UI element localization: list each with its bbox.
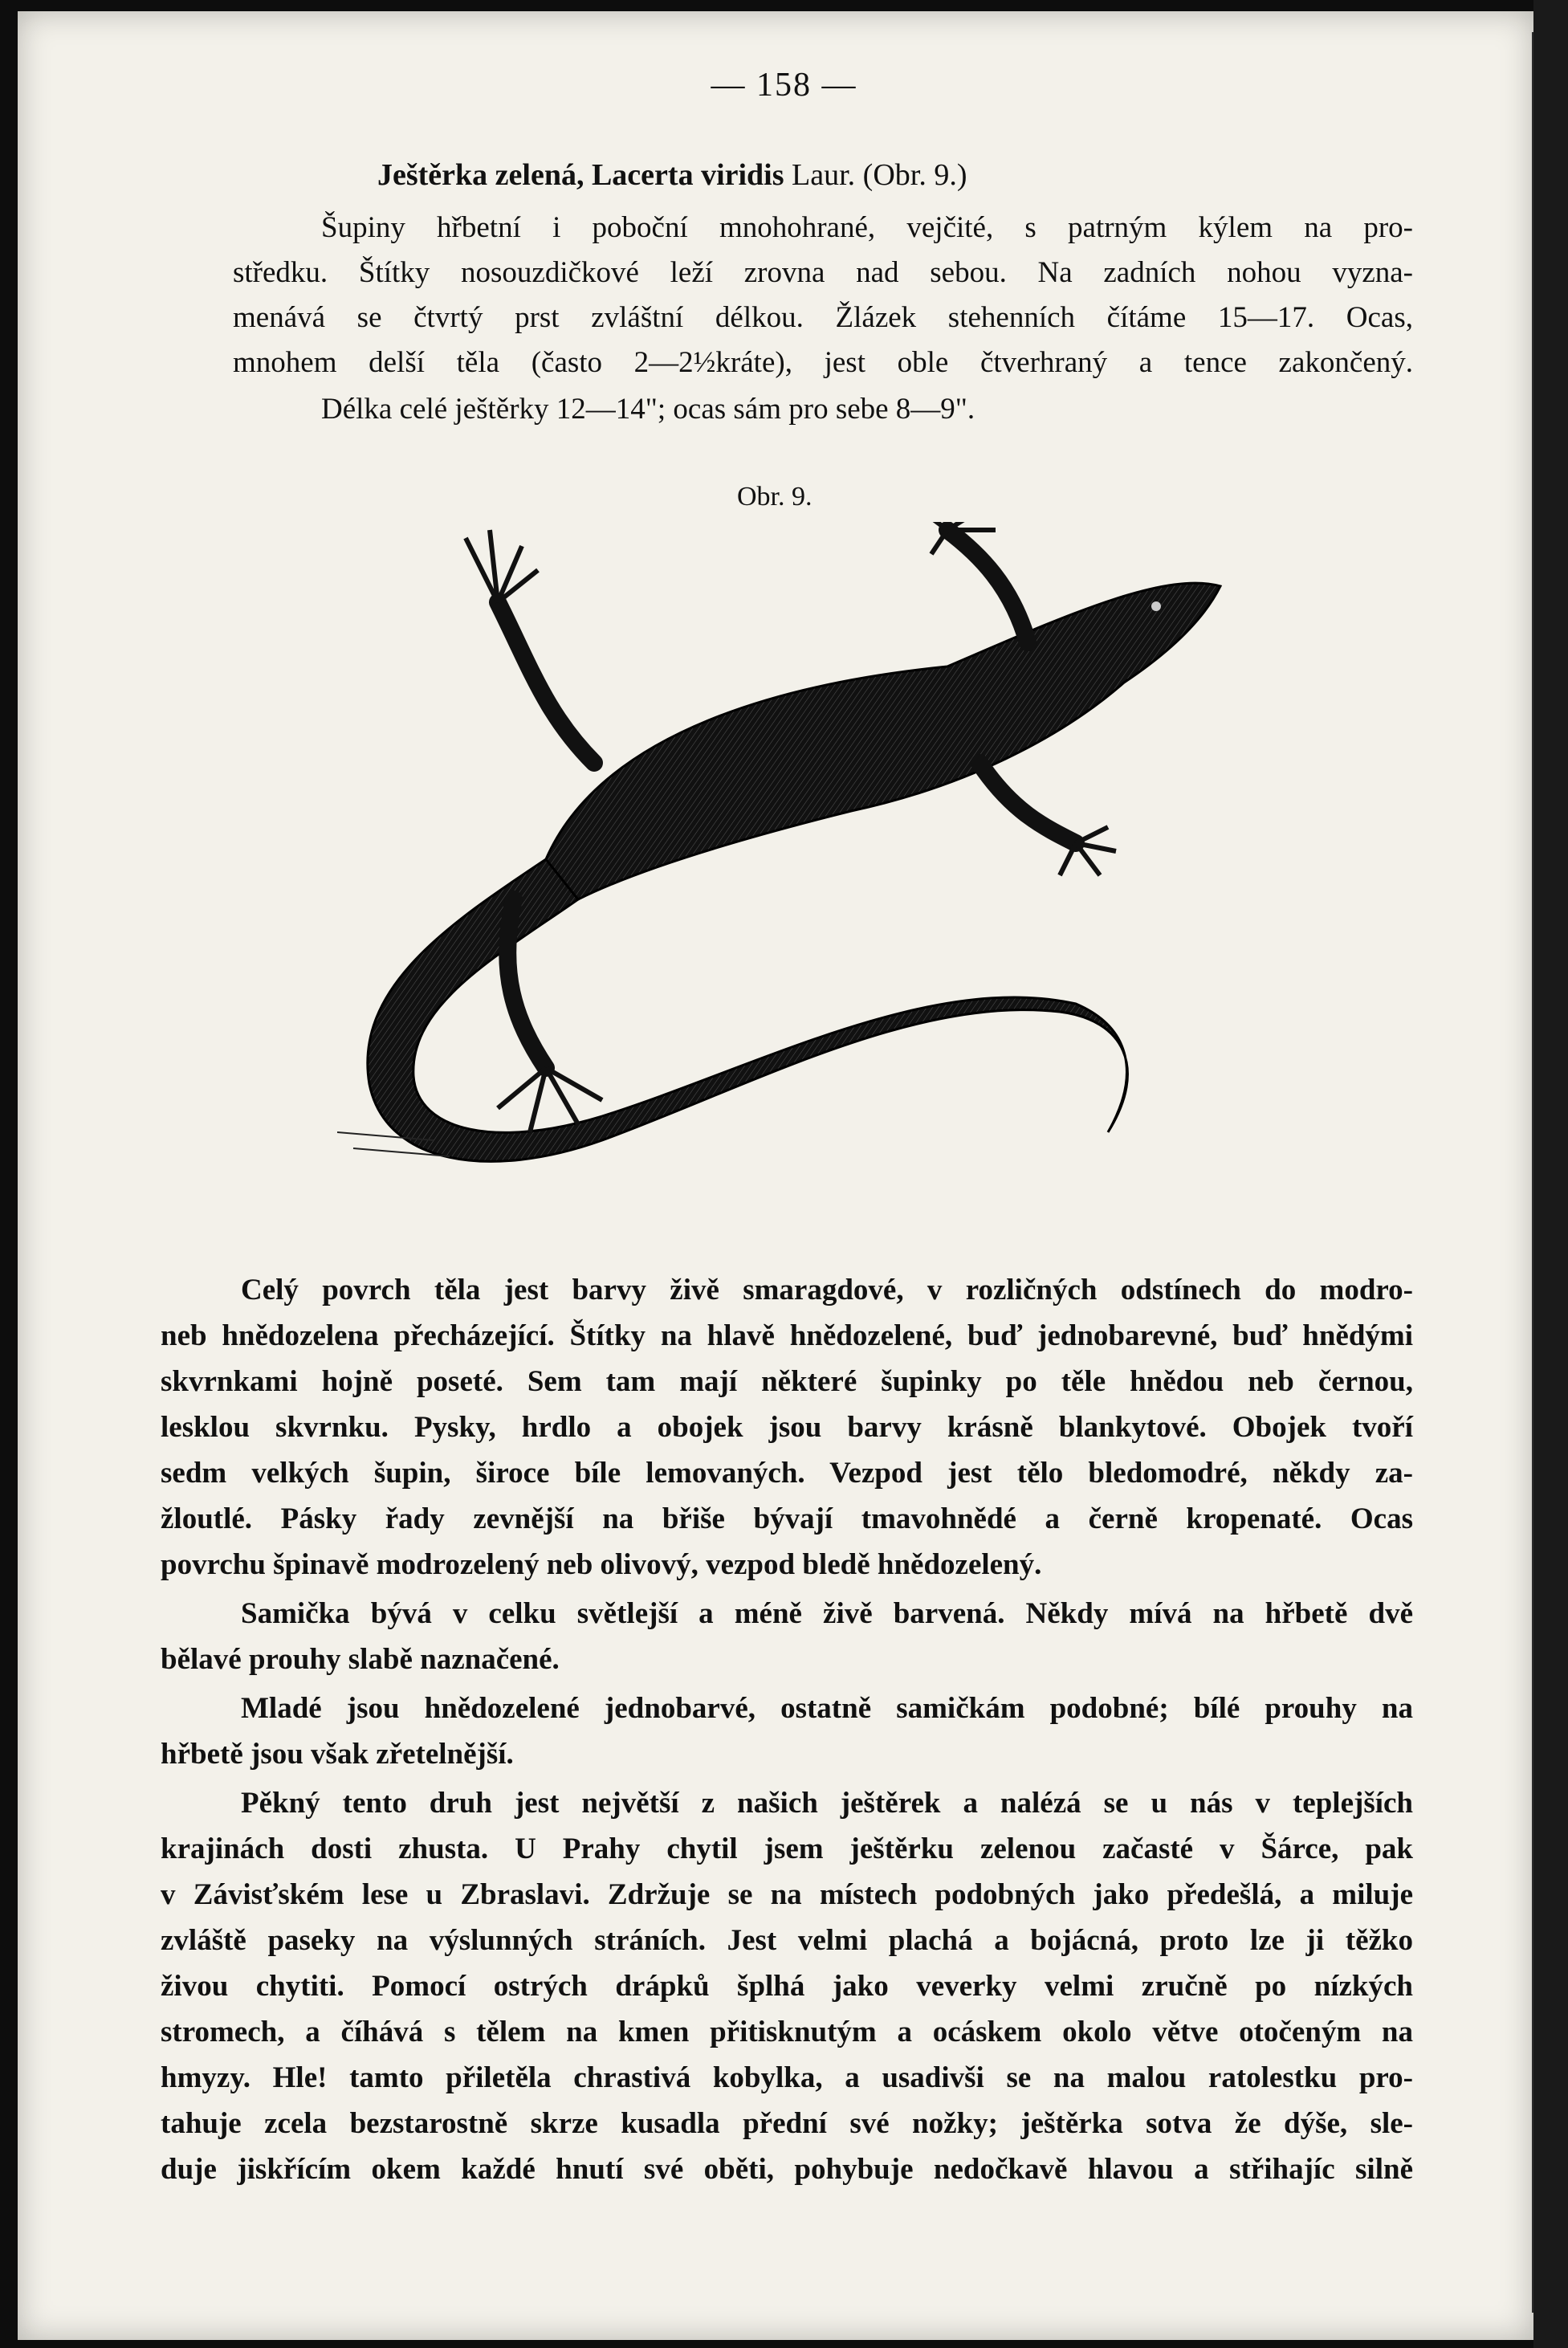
body-line: zvláště paseky na výslunných stráních. Jest velmi plachá a bojácná, proto lze ji těžko <box>161 1924 1413 1957</box>
body-line: povrchu špinavě modrozelený neb olivový, vezpod bledě hnědozelený. <box>161 1548 1042 1581</box>
body-line: Samička bývá v celku světlejší a méně živě barvená. Někdy mívá na hřbetě dvě <box>241 1597 1413 1630</box>
body-line: sedm velkých šupin, široce bíle lemovaných. Vezpod jest tělo bledomodré, někdy za- <box>161 1457 1413 1490</box>
body-line: Celý povrch těla jest barvy živě smaragdové, v rozličných odstínech do modro- <box>241 1274 1413 1306</box>
body-line: živou chytiti. Pomocí ostrých drápků šplhá jako veverky velmi zručně po nízkých <box>161 1970 1413 2003</box>
description-line: středku. Štítky nosouzdičkové leží zrovna nad sebou. Na zadních nohou vyzna- <box>233 256 1413 289</box>
body-line: skvrnkami hojně poseté. Sem tam mají některé šupinky po těle hnědou neb černou, <box>161 1365 1413 1398</box>
description-line: menává se čtvrtý prst zvláštní délkou. Žlázek stehenních čítáme 15—17. Ocas, <box>233 301 1413 334</box>
body-line: stromech, a číhává s tělem na kmen přitisknutým a ocáskem okolo větve otočeným na <box>161 2016 1413 2048</box>
book-spine <box>1533 0 1568 2348</box>
body-line: hmyzy. Hle! tamto přiletěla chrastivá kobylka, a usadivši se na malou ratolestku pro- <box>161 2061 1413 2094</box>
body-line: Mladé jsou hnědozelené jednobarvé, ostatně samičkám podobné; bílé prouhy na <box>241 1692 1413 1725</box>
body-line: krajinách dosti zhusta. U Prahy chytil jsem ještěrku zelenou začasté v Šárce, pak <box>161 1832 1413 1865</box>
body-line: žloutlé. Pásky řady zevnější na břiše bývají tmavohnědé a černě kropenaté. Ocas <box>161 1502 1413 1535</box>
species-heading <box>377 157 967 193</box>
body-line: hřbetě jsou však zřetelnější. <box>161 1738 514 1771</box>
body-line: v Závisťském lese u Zbraslavi. Zdržuje se na místech podobných jako předešlá, a miluje <box>161 1878 1413 1911</box>
species-name: Ještěrka zelená, Lacerta viridis <box>377 158 784 192</box>
body-line: neb hnědozelena přecházející. Štítky na hlavě hnědozelené, buď jednobarevné, buď hnědými <box>161 1319 1413 1352</box>
figure-caption: Obr. 9. <box>737 482 813 512</box>
body-line: lesklou skvrnku. Pysky, hrdlo a obojek jsou barvy krásně blankytové. Obojek tvoří <box>161 1411 1413 1444</box>
description-line: Délka celé ještěrky 12—14"; ocas sám pro sebe 8—9". <box>321 393 975 426</box>
species-authority: Laur. (Obr. 9.) <box>792 158 967 192</box>
body-line: tahuje zcela bezstarostně skrze kusadla přední své nožky; ještěrka sotva že dýše, sle- <box>161 2107 1413 2140</box>
body-line: bělavé prouhy slabě naznačené. <box>161 1643 560 1676</box>
page-number: — 158 — <box>711 67 857 104</box>
body-line: duje jiskřícím okem každé hnutí své oběti, pohybuje nedočkavě hlavou a střihajíc silně <box>161 2153 1413 2186</box>
description-line: Šupiny hřbetní i poboční mnohohrané, vejčité, s patrným kýlem na pro- <box>321 211 1413 244</box>
description-line: mnohem delší těla (často 2—2½kráte), jest oble čtverhraný a tence zakončený. <box>233 346 1413 379</box>
body-line: Pěkný tento druh jest největší z našich ještěrek a nalézá se u nás v teplejších <box>241 1787 1413 1820</box>
lizard-illustration <box>337 522 1252 1261</box>
